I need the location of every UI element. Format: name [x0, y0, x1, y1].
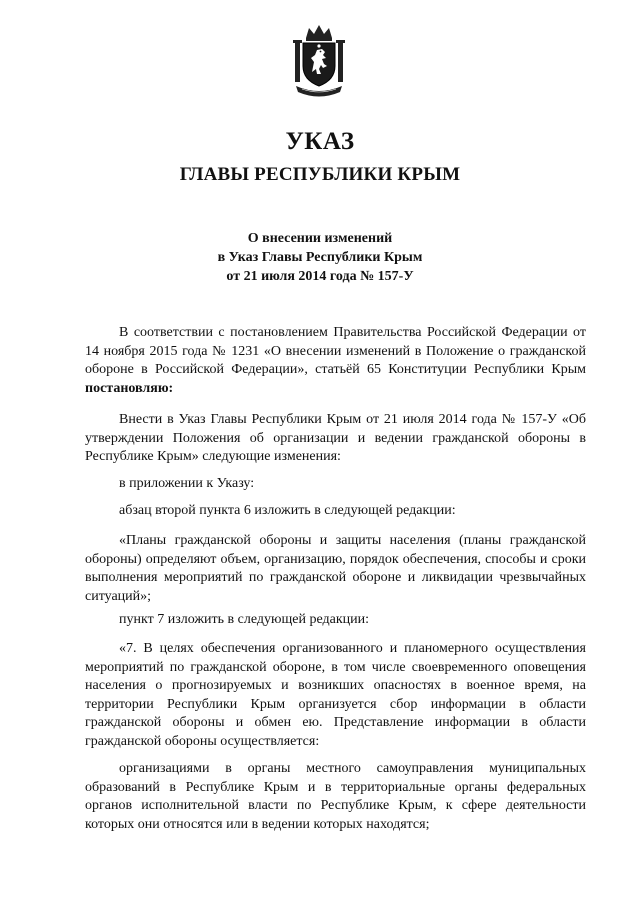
crimea-coat-of-arms-icon — [292, 22, 346, 100]
paragraph-annex-ref: в приложении к Указу: — [119, 476, 255, 491]
document-title: УКАЗ — [285, 128, 355, 155]
preamble-text: В соответствии с постановлением Правительства Российской Федерации от 14 ноября 2015 года № 1231 «О внесении изменений в Положение о гражданской обороне в Российской Федерации», статьёй 65 Конституции Республики Крым — [85, 325, 586, 377]
subject-line-3: от 21 июля 2014 года № 157-У — [226, 269, 414, 284]
paragraph-info-submission: организациями в органы местного самоуправления муниципальных образований в Республике Крым и в территориальные органы федеральных органов исполнительной власти по Республике Крым, к сфере деятельности которых они относятся или в ведении которых находятся; — [85, 761, 586, 832]
document-subject — [0, 229, 640, 286]
subject-line-1: О внесении изменений — [247, 231, 393, 246]
document-subtitle: ГЛАВЫ РЕСПУБЛИКИ КРЫМ — [179, 164, 461, 185]
paragraph-item6-new-text: «Планы гражданской обороны и защиты населения (планы гражданской обороны) определяют объем, организацию, порядок обеспечения, способы и сроки выполнения мероприятий по гражданской обороне и ликвидации чрезвычайных ситуаций»; — [85, 533, 586, 604]
paragraph-item7-ref: пункт 7 изложить в следующей редакции: — [119, 612, 369, 627]
paragraph-item6-ref: абзац второй пункта 6 изложить в следующей редакции: — [119, 503, 456, 518]
preamble-decree-word: постановляю: — [85, 380, 174, 396]
paragraph-amendment-intro: Внести в Указ Главы Республики Крым от 21 июля 2014 года № 157-У «Об утверждении Положения об организации и ведении гражданской обороны в Республике Крым» следующие изменения: — [85, 412, 586, 464]
paragraph-item7-new-text: «7. В целях обеспечения организованного и планомерного осуществления мероприятий по гражданской обороне, в том числе своевременного оповещения населения о прогнозируемых и возникших опасностях в военное время, на территории Республики Крым организуется сбор информации в области гражданской обороны и обмен ею. Представление информации в области гражданской обороны осуществляется: — [85, 641, 586, 749]
subject-line-2: в Указ Главы Республики Крым — [217, 250, 423, 265]
paragraph-preamble — [85, 324, 586, 398]
